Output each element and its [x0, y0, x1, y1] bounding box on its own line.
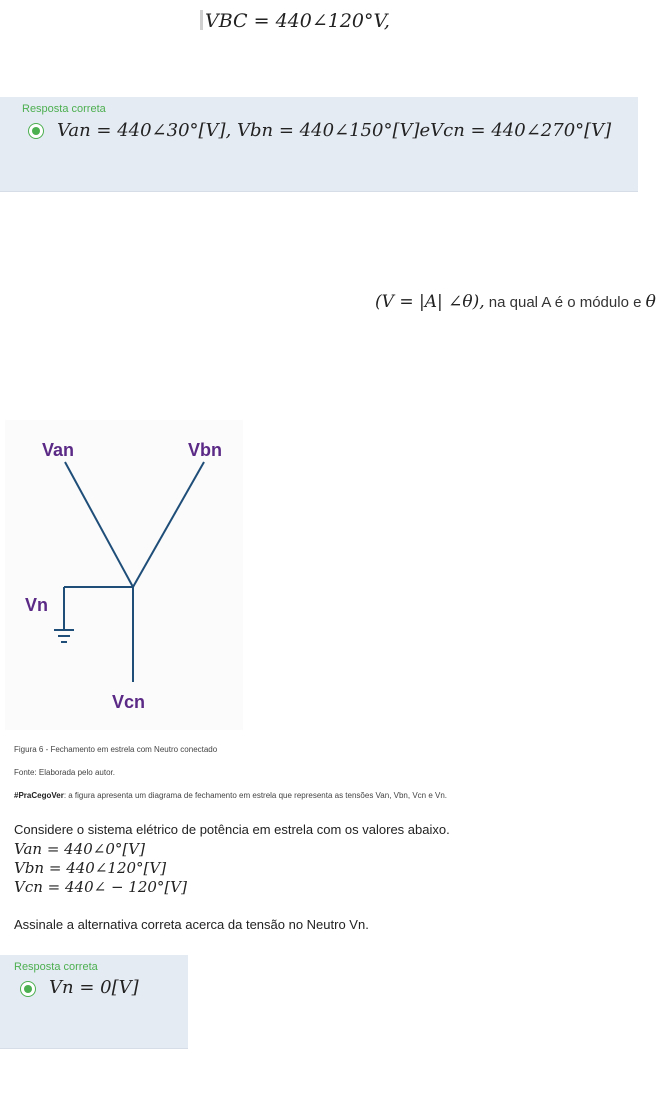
van-branch	[65, 462, 133, 587]
answer-option-correct-2[interactable]	[0, 955, 188, 1049]
correct-answer-label: Resposta correta	[22, 103, 106, 115]
radio-selected-icon[interactable]	[20, 981, 36, 997]
label-vn: Vn	[25, 595, 49, 615]
answer-option-correct-1[interactable]	[0, 97, 638, 192]
star-diagram-svg	[5, 420, 243, 730]
answer-text: Van = 440∠30°[V], Vbn = 440∠150°[V]eVcn = 440∠270°[V]	[57, 120, 612, 141]
figure-source: Fonte: Elaborada pelo autor.	[14, 768, 115, 777]
correct-answer-label: Resposta correta	[14, 961, 98, 973]
question-prompt: Assinale a alternativa correta acerca da tensão no Neutro Vn.	[14, 917, 369, 932]
radio-selected-icon[interactable]	[28, 123, 44, 139]
label-van: Van	[42, 440, 75, 460]
equation-vbn: Vbn = 440∠120°[V]	[14, 859, 167, 877]
vbn-branch	[133, 462, 204, 587]
answer-text: Vn = 0[V]	[49, 977, 139, 998]
equation-vcn: Vcn = 440∠ − 120°[V]	[14, 878, 187, 896]
figure-alt-text: #PraCegoVer: a figura apresenta um diagrama de fechamento em estrela que representa as tensões Van, Vbn, Vcn e Vn.	[14, 791, 448, 800]
label-vbn: Vbn	[188, 440, 222, 460]
equation-van: Van = 440∠0°[V]	[14, 840, 145, 858]
modulo-definition: (V = |A| ∠θ), na qual A é o módulo e θ	[375, 292, 656, 312]
star-connection-diagram	[5, 420, 243, 730]
question-intro: Considere o sistema elétrico de potência em estrela com os valores abaixo.	[14, 822, 450, 837]
figure-caption: Figura 6 - Fechamento em estrela com Neutro conectado	[14, 745, 218, 754]
label-vcn: Vcn	[112, 692, 146, 712]
top-equation: VBC = 440∠120°V,	[200, 10, 390, 32]
text-cursor-mark	[200, 10, 203, 30]
pracegover-tag: #PraCegoVer	[14, 791, 64, 800]
